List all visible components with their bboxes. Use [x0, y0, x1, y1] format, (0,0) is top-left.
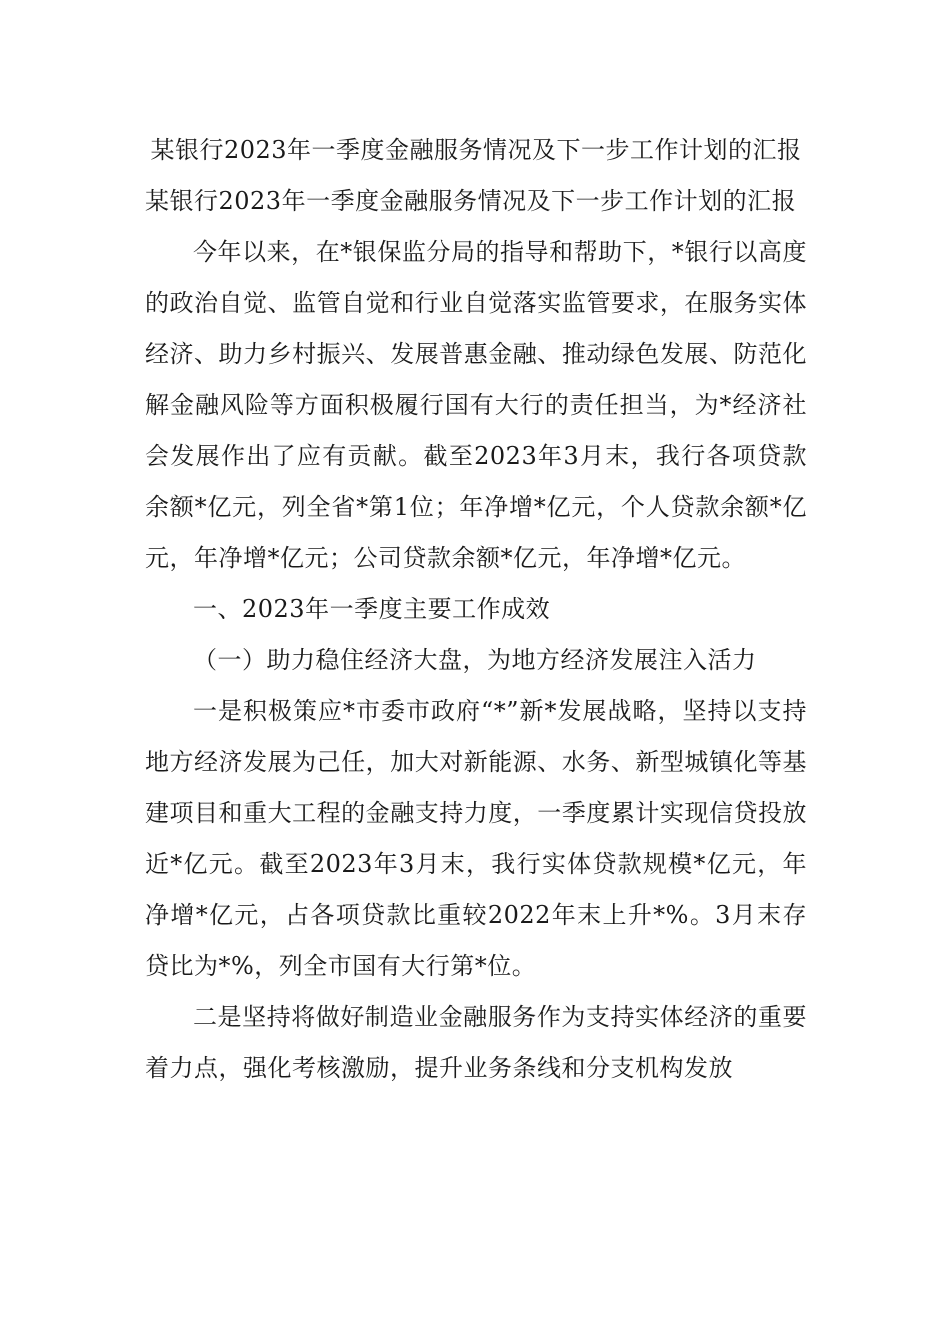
section-heading-1: 一、2023年一季度主要工作成效	[193, 595, 551, 623]
document-subtitle: 某银行2023年一季度金融服务情况及下一步工作计划的汇报	[145, 187, 797, 215]
document-body	[145, 125, 807, 1094]
paragraph-point-2: 二是坚持将做好制造业金融服务作为支持实体经济的重要着力点，强化考核激励，提升业务条线和分支机构发放	[145, 1003, 807, 1082]
document-title: 某银行2023年一季度金融服务情况及下一步工作计划的汇报	[150, 136, 802, 164]
paragraph-intro: 今年以来，在*银保监分局的指导和帮助下，*银行以高度的政治自觉、监管自觉和行业自觉落实监管要求，在服务实体经济、助力乡村振兴、发展普惠金融、推动绿色发展、防范化解金融风险等方面积极履行国有大行的责任担当，为*经济社会发展作出了应有贡献。截至2023年3月末，我行各项贷款余额*亿元，列全省*第1位；年净增*亿元，个人贷款余额*亿元，年净增*亿元；公司贷款余额*亿元，年净增*亿元。	[145, 238, 807, 572]
paragraph-point-1: 一是积极策应*市委市政府“*”新*发展战略，坚持以支持地方经济发展为己任，加大对新能源、水务、新型城镇化等基建项目和重大工程的金融支持力度，一季度累计实现信贷投放近*亿元。截至2023年3月末，我行实体贷款规模*亿元，年净增*亿元，占各项贷款比重较2022年末上升*%。3月末存贷比为*%，列全市国有大行第*位。	[145, 697, 807, 980]
subsection-heading-1: （一）助力稳住经济大盘，为地方经济发展注入活力	[193, 646, 757, 674]
